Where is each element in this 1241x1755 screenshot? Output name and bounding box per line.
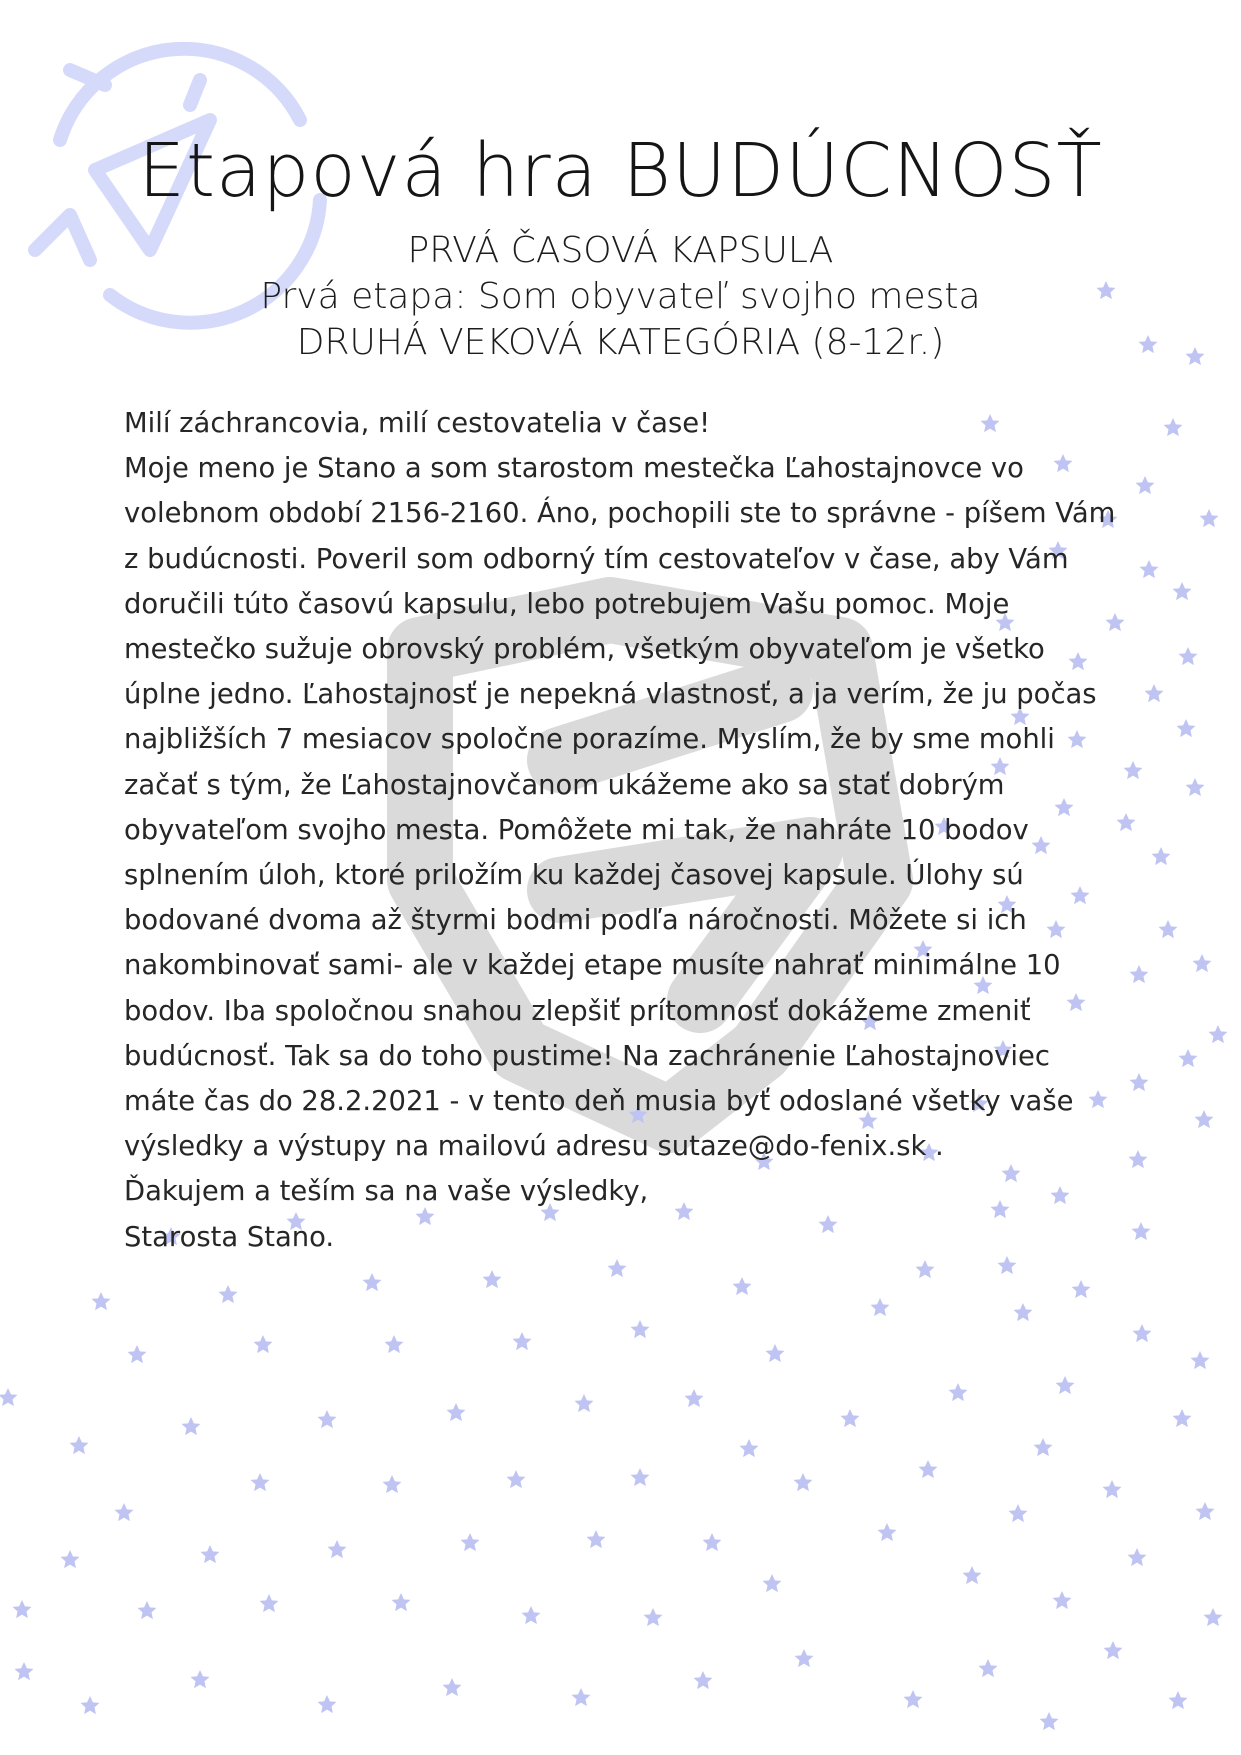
page-title: Etapová hra BUDÚCNOSŤ: [138, 128, 1103, 214]
capsule-subtitle: PRVÁ ČASOVÁ KAPSULA: [407, 230, 834, 271]
letter-greeting: Milí záchrancovia, milí cestovatelia v čase!: [124, 408, 711, 439]
letter-paragraph: Moje meno je Stano a som starostom mestečka Ľahostajnovce vo volebnom období 2156-2160. Áno, pochopili ste to správne - píšem Vám z budúcnosti. Poveril som odborný tím cestovateľov v čase, aby Vám doručili túto časovú kapsulu, lebo potrebujem Vašu pomoc. Moje mestečko sužuje obrovský problém, všetkým obyvateľom je všetko úplne jedno. Ľahostajnosť je nepekná vlastnosť, a ja verím, že ju počas najbližších 7 mesiacov spoločne porazíme. Myslím, že by sme mohli začať s tým, že Ľahostajnovčanom ukážeme ako sa stať dobrým obyvateľom svojho mesta. Pomôžete mi tak, že nahráte 10 bodov splnením úloh, ktoré priložím ku každej časovej kapsule. Úlohy sú bodované dvoma až štyrmi bodmi podľa náročnosti. Môžete si ich nakombinovať sami- ale v každej etape musíte nahrať minimálne 10 bodov. Iba spoločnou snahou zlepšiť prítomnosť dokážeme zmeniť budúcnosť. Tak sa do toho pustime! Na zachránenie Ľahostajnoviec máte čas do 28.2.2021 - v tento deň musia byť odoslané všetky vaše výsledky a výstupy na mailovú adresu sutaze@do-fenix.sk .: [124, 453, 1116, 1163]
category-subtitle: DRUHÁ VEKOVÁ KATEGÓRIA (8-12r.): [296, 322, 945, 363]
letter-signature: Starosta Stano.: [124, 1221, 335, 1253]
subtitle-block: [0, 228, 1241, 366]
stage-subtitle: Prvá etapa: Som obyvateľ svojho mesta: [260, 276, 981, 317]
letter-body: [124, 401, 1124, 1260]
letter-closing: Ďakujem a teším sa na vaše výsledky,: [124, 1176, 649, 1208]
